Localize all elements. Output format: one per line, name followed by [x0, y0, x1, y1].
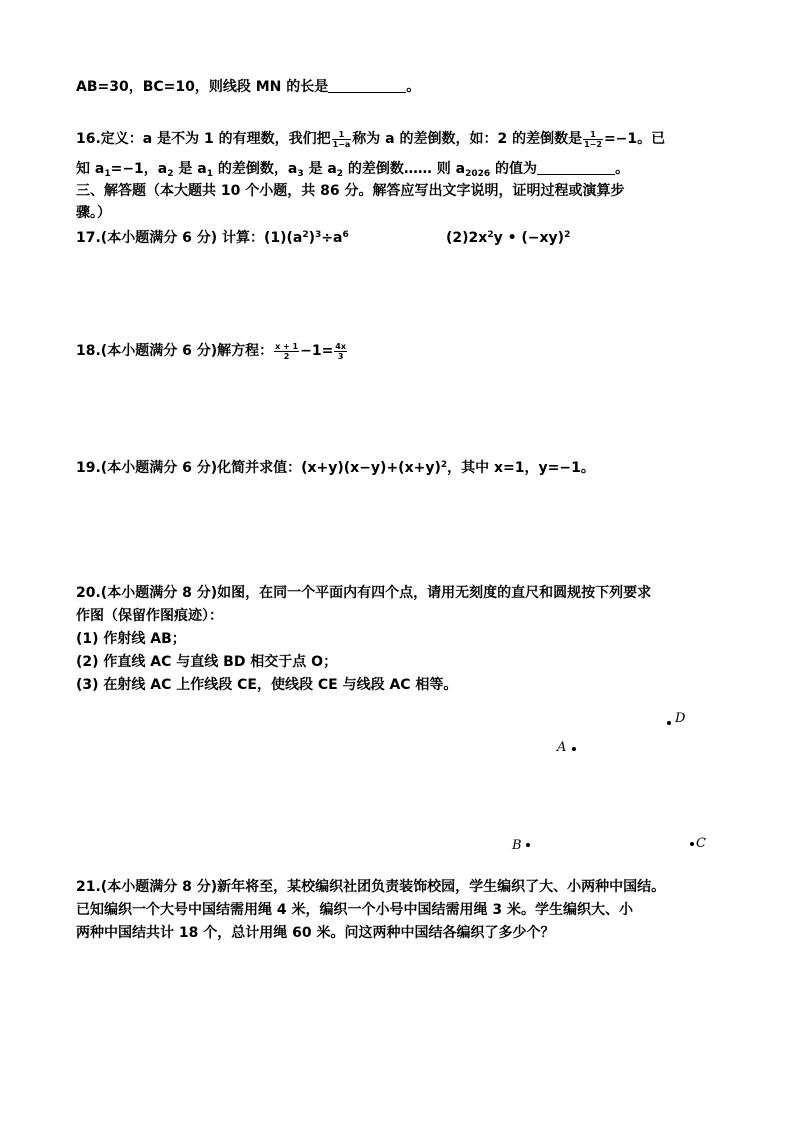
- q16-text-3: =−1。已: [603, 131, 666, 147]
- subscript: 1: [104, 169, 111, 179]
- subscript: 3: [297, 169, 304, 179]
- q18-fraction-1: [274, 342, 299, 361]
- section-3-header-line-2: 骤。）: [76, 205, 111, 221]
- fraction-denominator: 2: [283, 351, 290, 361]
- superscript: 3: [315, 230, 322, 240]
- q16-l2-b: =−1，a: [110, 161, 168, 177]
- q16-fraction-1: [332, 130, 352, 149]
- q17-part2: [446, 224, 570, 249]
- subscript: 1: [206, 169, 213, 179]
- q21-line-2: 已知编织一个大号中国结需用绳 4 米，编织一个小号中国结需用绳 3 米。学生编织大、小: [76, 902, 633, 918]
- q18-line: [76, 340, 348, 362]
- q18-equals: −1=: [300, 343, 334, 359]
- q19-text-b: ，其中 x=1，y=−1。: [447, 460, 595, 476]
- q16-text-1: 16.定义：a 是不为 1 的有理数，我们把: [76, 131, 331, 147]
- q17-part1-c: ÷a: [321, 230, 343, 246]
- q16-l2-period: 。: [615, 161, 630, 177]
- q17-part2-b: y • (−xy): [493, 230, 565, 246]
- fraction-denominator: 3: [337, 351, 344, 361]
- q20-item-3: (3) 在射线 AC 上作线段 CE，使线段 CE 与线段 AC 相等。: [76, 677, 458, 693]
- q16-l2-g: 的值为: [490, 161, 538, 177]
- superscript: 2: [564, 230, 571, 240]
- q16-l2-c: 是 a: [173, 161, 207, 177]
- fraction-denominator: 1−a: [332, 139, 351, 149]
- q17-part1-a: 17.(本小题满分 6 分) 计算：(1)(a: [76, 230, 303, 246]
- point-c-dot: [690, 842, 694, 846]
- superscript: 2: [302, 230, 309, 240]
- superscript: 2: [440, 460, 448, 470]
- q18-fraction-2: [334, 342, 347, 361]
- q21-line-1: 21.(本小题满分 8 分)新年将至，某校编织社团负责装饰校园，学生编织了大、小两种中国结。: [76, 879, 666, 895]
- fraction-numerator: x + 1: [275, 341, 299, 351]
- fraction-denominator: 1−2: [584, 139, 602, 149]
- q20-line-1: 20.(本小题满分 8 分)如图，在同一个平面内有四个点，请用无刻度的直尺和圆规按下列要求: [76, 585, 652, 601]
- q15-tail-period: 。: [406, 79, 421, 95]
- fraction-numerator: 4x: [335, 341, 347, 351]
- fraction-numerator: 1: [583, 130, 603, 140]
- q20-line-2: 作图（保留作图痕迹）：: [76, 608, 223, 624]
- q17-line: [76, 224, 349, 249]
- subscript: 2: [167, 169, 174, 179]
- fraction-numerator: 1: [332, 130, 352, 140]
- superscript: 6: [342, 230, 349, 240]
- point-d-label: D: [675, 711, 686, 726]
- point-c-label: C: [696, 836, 706, 851]
- q17-part1-b: ): [308, 230, 316, 246]
- q16-l2-d: 的差倒数，a: [212, 161, 298, 177]
- q17-part2-a: (2)2x: [446, 230, 488, 246]
- q16-fraction-2: [583, 130, 603, 149]
- q20-item-1: (1) 作射线 AB；: [76, 631, 186, 647]
- point-a-dot: [572, 747, 576, 751]
- q19-text-a: 19.(本小题满分 6 分)化简并求值：(x+y)(x−y)+(x+y): [76, 460, 441, 476]
- q16-l2-f: 的差倒数…… 则 a: [343, 161, 466, 177]
- q16-line-1: [76, 128, 665, 150]
- q15-tail-text: AB=30，BC=10，则线段 MN 的长是: [76, 79, 329, 95]
- q19-line: [76, 454, 595, 479]
- q21-line-3: 两种中国结共计 18 个，总计用绳 60 米。问这两种中国结各编织了多少个？: [76, 925, 555, 941]
- q16-l2-e: 是 a: [303, 161, 337, 177]
- q15-tail-line: [76, 76, 420, 98]
- section-3-header-line-1: 三、解答题（本大题共 10 个小题，共 86 分。解答应写出文字说明，证明过程或演算步: [76, 183, 625, 199]
- q16-text-2: 称为 a 的差倒数，如：2 的差倒数是: [352, 131, 583, 147]
- q20-item-2: (2) 作直线 AC 与直线 BD 相交于点 O；: [76, 654, 338, 670]
- subscript: 2026: [465, 169, 491, 179]
- answer-blank[interactable]: [328, 78, 406, 93]
- point-d-dot: [667, 721, 671, 725]
- point-a-label: A: [557, 740, 567, 755]
- point-b-label: B: [512, 838, 522, 853]
- superscript: 2: [487, 230, 494, 240]
- subscript: 2: [336, 169, 344, 179]
- answer-blank[interactable]: [537, 160, 615, 175]
- q16-l2-a: 知 a: [76, 161, 105, 177]
- q18-text: 18.(本小题满分 6 分)解方程：: [76, 343, 274, 359]
- point-b-dot: [526, 843, 530, 847]
